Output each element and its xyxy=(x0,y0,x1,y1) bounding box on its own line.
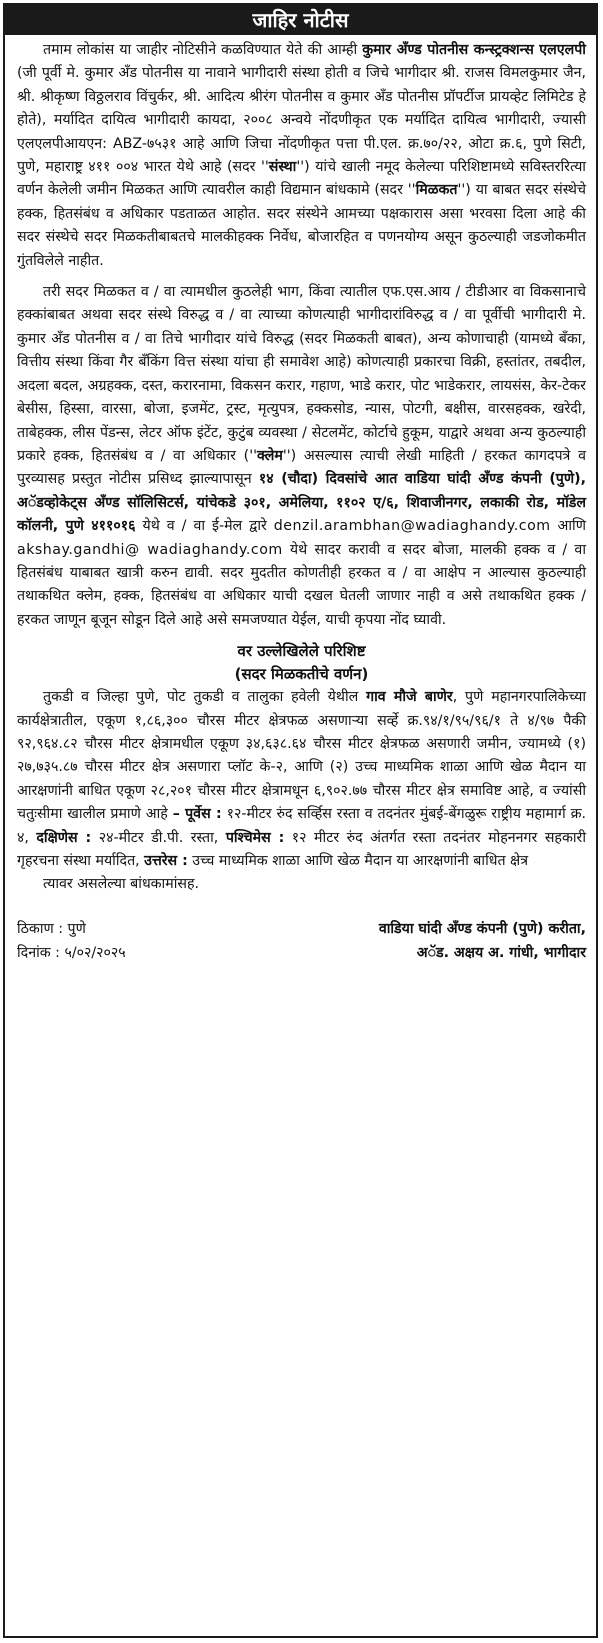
date: दिनांक : ५/०२/२०२५ xyxy=(17,944,126,961)
signatory: अॅड. अक्षय अ. गांधी, भागीदार xyxy=(416,944,586,961)
defined-term-claim: क्लेम xyxy=(257,447,283,464)
schedule-title: वर उल्लेखिलेले परिशिष्ट xyxy=(237,642,366,661)
signature-block xyxy=(379,917,586,965)
text-run: आणि xyxy=(550,518,586,535)
notice-body xyxy=(5,35,596,965)
firm-name: वाडिया घांदी अँण्ड कंपनी (पुणे) करीता, xyxy=(378,920,586,937)
place: ठिकाण : पुणे xyxy=(17,920,86,937)
village-name: गाव मौजे बाणेर xyxy=(366,689,453,706)
text-run: '') यांचे खाली नमूद केलेल्या परिशिष्टामध्ये सविस्तररित्या वर्णन केलेली जमीन मिळकत आणि त्यावरील काही विद्यमान बांधकामे (सदर '' xyxy=(17,159,586,199)
place-date xyxy=(17,917,126,965)
text-run: तमाम लोकांस या जाहीर नोटिसीने कळविण्यात येते की आम्ही xyxy=(43,42,363,58)
entity-name: कुमार अँण्ड पोतनीस कन्स्ट्रक्शन्स एलएलपी xyxy=(362,42,586,58)
schedule-heading xyxy=(17,640,586,686)
text-run: '') या बाबत सदर संस्थेचे हक्क, हितसंबंध व अधिकार पडताळत आहोत. सदर संस्थेने आमच्या पक्षकारास असा भरवसा दिला आहे की सदर संस्थेचे सदर मिळकतीबाबतचे मालकीहक्क निर्वेध, बोजारहित व पणनयोग्य असून कुठल्याही जडजोकमीत गुंतविलेले नाहीत. xyxy=(17,182,586,269)
text-run: २४-मीटर डी.पी. रस्ता, xyxy=(91,829,226,846)
boundary-north: उत्तरेस : xyxy=(144,853,188,869)
notice-header xyxy=(5,5,596,35)
paragraph-structures: त्यावर असलेल्या बांधकामांसह. xyxy=(43,876,200,893)
text-run: १२ मीटर रुंद अंतर्गत रस्ता तदनंतर मोहननगर सहकारी गृहरचना संस्था मर्यादित, xyxy=(17,829,587,869)
paragraph-claims xyxy=(17,281,586,632)
defined-term-entity: संस्था xyxy=(268,159,297,176)
text-run: तुकडी व जिल्हा पुणे, पोट तुकडी व तालुका हवेली येथील xyxy=(43,689,367,706)
text-run: येथे व / वा ई-मेल द्वारे xyxy=(135,518,274,535)
email-denzil: denzil.arambhan@wadiaghandy.com xyxy=(273,518,551,535)
boundary-west: पश्चिमेस : xyxy=(225,829,285,846)
defined-term-property: मिळकत xyxy=(415,182,458,199)
text-run: (जी पूर्वी मे. कुमार अँड पोतनीस या नावाने भागीदारी संस्था होती व जिचे भागीदार श्री. राजस विमलकुमार जैन, श्री. श्रीकृष्ण विठ्ठलराव विंचुर्कर, श्री. आदित्य श्रीरंग पोतनीस व कुमार अँड पोतनीस प्रॉपर्टीज प्रायव्हेट लिमिटेड हे होते), मर्यादित दायित्व भागीदारी कायदा, २००८ अन्वये नोंदणीकृत एक मर्यादित दायित्व भागीदारी, ज्यासी एलएलपीआयएन: ABZ-७५३१ आहे आणि जिचा नोंदणीकृत पत्ता पी.एल. क्र.७०/२२, ओटा क्र.६, पुणे सिटी, पुणे, महाराष्ट्र ४११ ००४ भारत येथे आहे (सदर '' xyxy=(17,65,586,176)
paragraph-schedule xyxy=(17,686,586,873)
paragraph-intro xyxy=(17,39,586,273)
text-run: तरी सदर मिळकत व / वा त्यामधील कुठलेही भाग, किंवा त्यातील एफ.एस.आय / टीडीआर वा विकसानाचे हक्कांबाबत अथवा सदर संस्थे विरुद्ध व / वा त्याच्या कोणत्याही भागीदारांविरुद्ध व / वा पूर्वीची भागीदारी मे. कुमार अँड पोतनीस व / वा तिचे भागीदार यांचे विरुद्ध (सदर मिळकती बाबत), अन्य कोणाचाही (यामध्ये बँका, वित्तीय संस्था किंवा गैर बँकिंग वित्त संस्था यांचा ही समावेश आहे) कोणत्याही प्रकारचा विक्री, हस्तांतर, तबदील, अदला बदल, अग्रहक्क, दस्त, करारनामा, विकसन करार, गहाण, भाडे करार, पोट भाडेकरार, लायसंस, केर-टेकर बेसीस, हिस्सा, वारसा, बोजा, इजमेंट, ट्रस्ट, मृत्युपत्र, हक्कसोड, न्यास, पोटगी, बक्षीस, वारसहक्क, खरेदी, ताबेहक्क, लीस पेंडन्स, लेटर ऑफ इंटेंट, कुटुंब व्यवस्था / सेटलमेंट, कोर्टाचे हुकूम, याद्वारे अथवा अन्य कुठल्याही प्रकारे हक्क, हितसंबंध व / वा अधिकार ('' xyxy=(17,284,586,464)
email-akshay: akshay.gandhi@ wadiaghandy.com xyxy=(17,541,283,558)
boundary-south: दक्षिणेस : xyxy=(36,829,92,846)
text-run: उच्च माध्यमिक शाळा आणि खेळ मैदान या आरक्षणांनी बाधित क्षेत्र xyxy=(187,853,529,869)
notice-title: जाहिर नोटीस xyxy=(252,8,349,32)
text-run: १२-मीटर रुंद सर्व्हिस रस्ता व तदनंतर मुंबई-बेंगळुरू राष्ट्रीय महामार्ग क्र. ४, xyxy=(17,806,586,846)
text-run: '') असल्यास त्याची लेखी माहिती / हरकत कागदपत्रे व पुरव्यासह प्रस्तुत नोटीस प्रसिध्द झाल्यापासून xyxy=(17,447,586,488)
text-run: येथे सादर करावी व सदर बोजा, मालकी हक्क व / वा हितसंबंध याबाबत खात्री करुन द्यावी. सदर मुदतीत कोणतीही हरकत व / वा आक्षेप न आल्यास कुठल्याही तथाकथित क्लेम, हक्क, हितसंबंध वा अधिकार याची दखल घेतली जाणार नाही व असे तथाकथित हक्क / हरकत जाणून बूजून सोडून दिले आहे असे समजण्यात येईल, याची कृपया नोंद घ्यावी. xyxy=(17,541,586,628)
deadline-and-address: १४ (चौदा) दिवसांचे आत वाडिया घांदी अँण्ड कंपनी (पुणे), अॅडव्होकेट्स अँण्ड सॉलिसिटर्स, यांचेकडे ३०१, अमेलिया, ११०२ ए/६, शिवाजीनगर, लकाकी रोड, मॉडेल कॉलनी, पुणे ४११०१६ xyxy=(17,471,586,535)
text-run: , पुणे महानगरपालिकेच्या कार्यक्षेत्रातील, एकूण १,८६,३०० चौरस मीटर क्षेत्रफळ असणाऱ्या सर्व्हे क्र.९४/१/९५/९६/१ ते ४/९७ पैकी ९२,९६४.८२ चौरस मीटर क्षेत्रामधील एकूण ३४,६३८.६४ चौरस मीटर क्षेत्रफळ असणारी जमीन, ज्यामध्ये (१) २७,७३५.८७ चौरस मीटर क्षेत्र असणारा प्लॉट के-२, आणि (२) उच्च माध्यमिक शाळा आणि खेळ मैदान या आरक्षणांनी बाधित एकूण २८,२०१ चौरस मीटर क्षेत्रामधून ६,९०२.७७ चौरस मीटर क्षेत्र समाविष्ट आहे, व ज्यांसी चतुःसीमा खालील प्रमाणे आहे xyxy=(17,689,587,823)
boundary-east: – पूर्वेस : xyxy=(172,806,222,823)
public-notice xyxy=(3,3,598,1638)
notice-footer xyxy=(17,917,586,965)
schedule-subtitle: (सदर मिळकतीचे वर्णन) xyxy=(234,665,369,684)
